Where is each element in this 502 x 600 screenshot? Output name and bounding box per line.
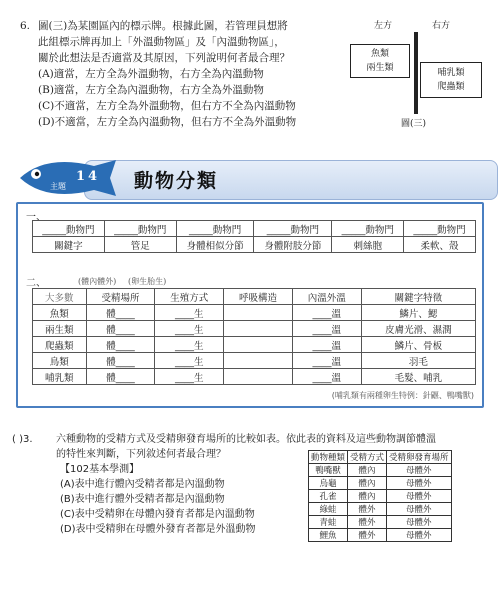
table-row	[309, 464, 452, 477]
table-row	[33, 321, 476, 337]
question-number: 6.	[20, 20, 31, 32]
table-cell: 體外	[348, 503, 387, 516]
table-cell: 母體外	[387, 503, 452, 516]
table-row	[33, 305, 476, 321]
table-cell: 孔雀	[309, 490, 348, 503]
table-cell: 鱗片、骨板	[361, 337, 475, 353]
table-cell: 毛髮、哺乳	[361, 369, 475, 385]
table-row	[309, 477, 452, 490]
topic-number: 14	[76, 169, 101, 184]
table-cell: 管足	[104, 237, 176, 253]
table-row	[33, 337, 476, 353]
summary-box	[16, 202, 484, 408]
table-cell: _____動物門	[332, 221, 404, 237]
question-6	[20, 18, 340, 130]
table-cell: 體內	[348, 490, 387, 503]
table-cell: _____動物門	[404, 221, 476, 237]
table-header: 受精方式	[348, 451, 387, 464]
option-c: (C)不適當，左方全為外溫動物，但右方不全為內溫動物	[38, 100, 296, 112]
table-cell	[224, 337, 293, 353]
table-cell: 皮膚光滑、濕潤	[361, 321, 475, 337]
table-cell: 鳥類	[33, 353, 87, 369]
table-cell: 母體外	[387, 477, 452, 490]
sign-pole	[414, 32, 418, 114]
table-header: 動物種類	[309, 451, 348, 464]
topic-banner	[16, 156, 496, 200]
vertebrate-table	[32, 288, 476, 385]
table-cell: 體內	[348, 477, 387, 490]
table-cell: 身體相似分節	[176, 237, 254, 253]
table-cell: 兩生類	[33, 321, 87, 337]
table-row	[309, 529, 452, 542]
fish-icon	[16, 156, 126, 200]
section-2-label: 二、	[26, 278, 46, 289]
table-cell: 體____	[86, 353, 155, 369]
topic-title: 動物分類	[134, 170, 219, 192]
table-cell: ____溫	[292, 353, 361, 369]
table-cell: 體外	[348, 516, 387, 529]
table-cell: 體____	[86, 305, 155, 321]
table-header: 受精卵發育場所	[387, 451, 452, 464]
table-cell	[224, 321, 293, 337]
table-cell: ____生	[155, 369, 224, 385]
table-cell: 鴨嘴獸	[309, 464, 348, 477]
question-line: 的特性來判斷，下列敘述何者最合理？	[56, 449, 226, 460]
option-a: (A)表中進行體內受精者都是內溫動物	[60, 479, 225, 490]
table-row	[309, 503, 452, 516]
table-cell: ____溫	[292, 337, 361, 353]
table-header: 生殖方式	[155, 289, 224, 305]
right-sign-board	[420, 62, 482, 98]
table-cell: _____動物門	[254, 221, 332, 237]
question-line: 圖(三)為某園區內的標示牌。根據此圖，若管理員想將	[38, 20, 288, 32]
option-b: (B)表中進行體外受精者都是內溫動物	[60, 494, 225, 505]
footnote: (哺乳類有兩種卵生特例：針鼴、鴨嘴獸)	[331, 391, 474, 400]
board-text: 魚類	[370, 49, 389, 59]
phylum-table	[32, 220, 476, 253]
table-cell: 青蛙	[309, 516, 348, 529]
table-cell: 母體外	[387, 516, 452, 529]
table-cell: 體內	[348, 464, 387, 477]
option-a: (A)適當，左方全為外溫動物，右方全為內溫動物	[38, 68, 264, 80]
table-row	[33, 237, 476, 253]
section-1-label: 一、	[26, 212, 46, 223]
table-cell	[224, 353, 293, 369]
table-cell: ____生	[155, 353, 224, 369]
table-cell: ____溫	[292, 369, 361, 385]
table-cell: 綠蛙	[309, 503, 348, 516]
table-row	[309, 490, 452, 503]
table-cell	[224, 369, 293, 385]
table-row	[33, 221, 476, 237]
table-row	[33, 353, 476, 369]
table-header-row	[33, 289, 476, 305]
table-cell: 魚類	[33, 305, 87, 321]
table-cell: 哺乳類	[33, 369, 87, 385]
table-cell: _____動物門	[104, 221, 176, 237]
table-header-row	[309, 451, 452, 464]
table-cell: 烏龜	[309, 477, 348, 490]
table-cell: 母體外	[387, 529, 452, 542]
left-direction-label: 左方	[374, 21, 393, 31]
option-d: (D)不適當，左方全為內溫動物，但右方不全為外溫動物	[38, 116, 297, 128]
table-cell: 體____	[86, 337, 155, 353]
table-header: 呼吸構造	[224, 289, 293, 305]
table-cell: 柔軟、殼	[404, 237, 476, 253]
question-line: 六種動物的受精方式及受精卵發育場所的比較如表。依此表的資料及這些動物調節體溫	[56, 434, 436, 445]
board-text: 兩生類	[366, 63, 394, 73]
answer-blank: ( )3.	[12, 434, 33, 445]
right-direction-label: 右方	[432, 21, 451, 31]
table-cell: 身體附肢分節	[254, 237, 332, 253]
table-cell: 爬蟲類	[33, 337, 87, 353]
table-cell: 體外	[348, 529, 387, 542]
table-row	[33, 369, 476, 385]
table-cell: 鯉魚	[309, 529, 348, 542]
board-text: 哺乳類	[437, 68, 465, 78]
table-cell: ____生	[155, 337, 224, 353]
table-header: 內溫外溫	[292, 289, 361, 305]
table-cell: ____溫	[292, 321, 361, 337]
signpost-figure	[344, 18, 494, 128]
table-cell: ____生	[155, 305, 224, 321]
table-cell: _____動物門	[176, 221, 254, 237]
table-cell: 羽毛	[361, 353, 475, 369]
option-d: (D)表中受精卵在母體外發育者都是外溫動物	[60, 524, 256, 535]
table-header: 大多數	[33, 289, 87, 305]
hint-reproduction: (卵生胎生)	[128, 277, 167, 286]
table-cell: ____溫	[292, 305, 361, 321]
board-text: 爬蟲類	[437, 82, 465, 92]
table-cell: _____動物門	[33, 221, 105, 237]
table-header: 關鍵字特徵	[361, 289, 475, 305]
source-tag: 【102基本學測】	[60, 464, 140, 475]
option-b: (B)適當，左方全為內溫動物，右方全為外溫動物	[38, 84, 264, 96]
table-cell: 刺絲胞	[332, 237, 404, 253]
hint-fertilization: (體內體外)	[78, 277, 117, 286]
left-sign-board	[350, 44, 410, 78]
question-line: 此組標示牌再加上「外溫動物區」及「內溫動物區」，	[38, 36, 285, 48]
table-cell	[224, 305, 293, 321]
table-cell: 母體外	[387, 464, 452, 477]
table-cell: 關鍵字	[33, 237, 105, 253]
table-cell: 體____	[86, 321, 155, 337]
topic-badge: 主題	[50, 182, 66, 191]
question-line: 關於此想法是否適當及其原因，下列說明何者最合理？	[38, 52, 290, 64]
table-cell: ____生	[155, 321, 224, 337]
option-c: (C)表中受精卵在母體內發育者都是內溫動物	[60, 509, 255, 520]
figure-caption: 圖(三)	[401, 119, 427, 129]
table-header: 受精場所	[86, 289, 155, 305]
table-cell: 母體外	[387, 490, 452, 503]
table-cell: 體____	[86, 369, 155, 385]
table-cell: 鱗片、鰓	[361, 305, 475, 321]
fertilization-table	[308, 450, 452, 542]
table-row	[309, 516, 452, 529]
